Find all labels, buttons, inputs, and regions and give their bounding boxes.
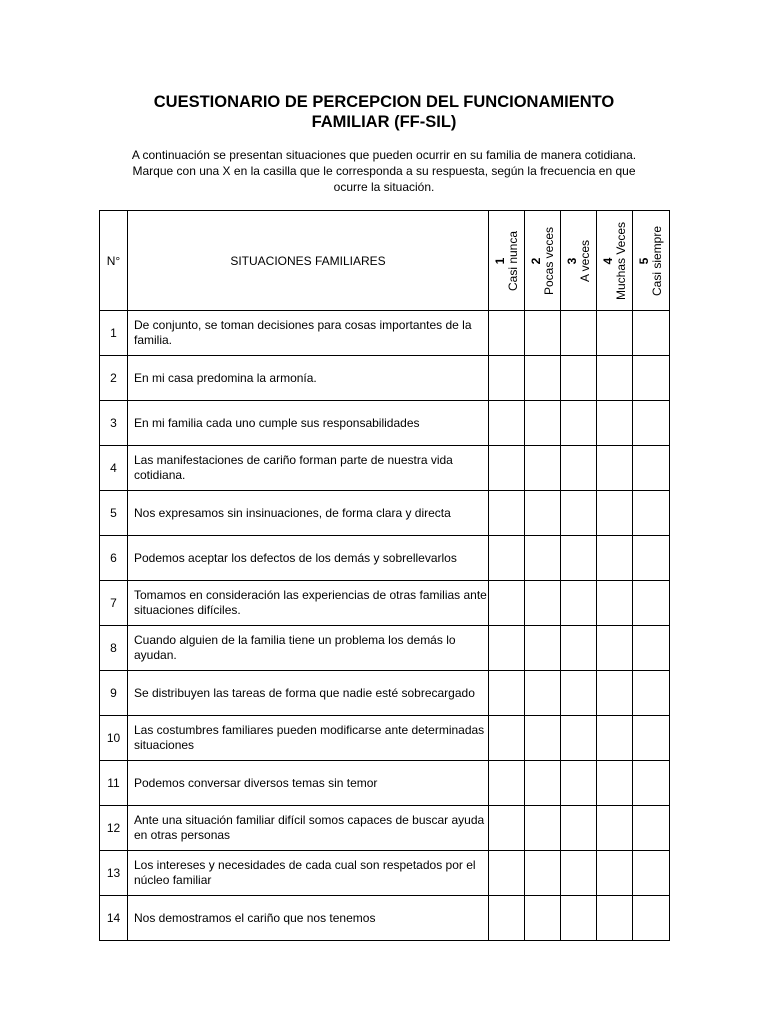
answer-cell-option-3[interactable] (561, 491, 597, 536)
situation-text: Se distribuyen las tareas de forma que nadie esté sobrecargado (128, 671, 489, 716)
answer-cell-option-1[interactable] (489, 716, 525, 761)
instructions-line-1: A continuación se presentan situaciones que pueden ocurrir en su familia de manera cotidiana. (131, 148, 637, 162)
answer-cell-option-3[interactable] (561, 446, 597, 491)
instructions-line-3: ocurre la situación. (333, 180, 435, 194)
answer-cell-option-3[interactable] (561, 626, 597, 671)
answer-cell-option-4[interactable] (597, 446, 633, 491)
row-number: 8 (100, 626, 128, 671)
header-number: N° (100, 211, 128, 311)
answer-cell-option-5[interactable] (633, 626, 670, 671)
option-label: Muchas Veces (613, 221, 628, 300)
situation-text: Nos demostramos el cariño que nos tenemos (128, 896, 489, 941)
document-title (0, 92, 768, 132)
option-number: 5 (637, 257, 651, 264)
table-row (100, 446, 670, 491)
table-row (100, 716, 670, 761)
answer-cell-option-1[interactable] (489, 896, 525, 941)
answer-cell-option-5[interactable] (633, 491, 670, 536)
row-number: 12 (100, 806, 128, 851)
row-number: 7 (100, 581, 128, 626)
answer-cell-option-1[interactable] (489, 626, 525, 671)
row-number: 9 (100, 671, 128, 716)
row-number: 5 (100, 491, 128, 536)
table-row (100, 356, 670, 401)
answer-cell-option-4[interactable] (597, 311, 633, 356)
table-row (100, 851, 670, 896)
answer-cell-option-5[interactable] (633, 896, 670, 941)
answer-cell-option-2[interactable] (525, 671, 561, 716)
situation-text: Tomamos en consideración las experiencias de otras familias ante situaciones difíciles. (128, 581, 489, 626)
answer-cell-option-2[interactable] (525, 536, 561, 581)
answer-cell-option-1[interactable] (489, 311, 525, 356)
questionnaire-table (99, 210, 670, 941)
answer-cell-option-3[interactable] (561, 536, 597, 581)
answer-cell-option-3[interactable] (561, 761, 597, 806)
answer-cell-option-3[interactable] (561, 896, 597, 941)
answer-cell-option-3[interactable] (561, 806, 597, 851)
answer-cell-option-4[interactable] (597, 806, 633, 851)
situation-text: Las costumbres familiares pueden modificarse ante determinadas situaciones (128, 716, 489, 761)
header-option-3 (561, 211, 597, 311)
row-number: 2 (100, 356, 128, 401)
instructions-line-2: Marque con una X en la casilla que le corresponda a su respuesta, según la frecuencia en que (132, 164, 636, 178)
answer-cell-option-3[interactable] (561, 401, 597, 446)
answer-cell-option-4[interactable] (597, 671, 633, 716)
answer-cell-option-2[interactable] (525, 896, 561, 941)
answer-cell-option-5[interactable] (633, 716, 670, 761)
option-label: Pocas veces (541, 226, 556, 295)
table-row (100, 671, 670, 716)
option-number: 2 (528, 257, 543, 264)
answer-cell-option-2[interactable] (525, 851, 561, 896)
answer-cell-option-1[interactable] (489, 491, 525, 536)
table-row (100, 536, 670, 581)
answer-cell-option-4[interactable] (597, 356, 633, 401)
situation-text: Nos expresamos sin insinuaciones, de forma clara y directa (128, 491, 489, 536)
title-line-1: CUESTIONARIO DE PERCEPCION DEL FUNCIONAMIENTO (153, 93, 615, 111)
option-label: A veces (577, 239, 592, 282)
row-number: 6 (100, 536, 128, 581)
situation-text: En mi familia cada uno cumple sus responsabilidades (128, 401, 489, 446)
answer-cell-option-4[interactable] (597, 401, 633, 446)
table-row (100, 491, 670, 536)
instructions (100, 147, 668, 195)
table-row (100, 581, 670, 626)
answer-cell-option-1[interactable] (489, 671, 525, 716)
table-row (100, 311, 670, 356)
answer-cell-option-2[interactable] (525, 401, 561, 446)
row-number: 1 (100, 311, 128, 356)
answer-cell-option-2[interactable] (525, 716, 561, 761)
answer-cell-option-5[interactable] (633, 761, 670, 806)
answer-cell-option-5[interactable] (633, 356, 670, 401)
answer-cell-option-5[interactable] (633, 536, 670, 581)
row-number: 10 (100, 716, 128, 761)
header-option-5 (633, 211, 670, 311)
option-label: Casi nunca (505, 230, 520, 291)
situation-text: Ante una situación familiar difícil somos capaces de buscar ayuda en otras personas (128, 806, 489, 851)
answer-cell-option-1[interactable] (489, 806, 525, 851)
answer-cell-option-5[interactable] (633, 671, 670, 716)
answer-cell-option-1[interactable] (489, 401, 525, 446)
answer-cell-option-4[interactable] (597, 761, 633, 806)
situation-text: Podemos conversar diversos temas sin temor (128, 761, 489, 806)
header-option-1 (489, 211, 525, 311)
answer-cell-option-2[interactable] (525, 806, 561, 851)
answer-cell-option-3[interactable] (561, 356, 597, 401)
situation-text: Los intereses y necesidades de cada cual son respetados por el núcleo familiar (128, 851, 489, 896)
situation-text: Podemos aceptar los defectos de los demás y sobrellevarlos (128, 536, 489, 581)
answer-cell-option-3[interactable] (561, 671, 597, 716)
answer-cell-option-4[interactable] (597, 896, 633, 941)
answer-cell-option-3[interactable] (561, 851, 597, 896)
table-row (100, 896, 670, 941)
answer-cell-option-1[interactable] (489, 446, 525, 491)
row-number: 14 (100, 896, 128, 941)
answer-cell-option-1[interactable] (489, 356, 525, 401)
situation-text: Las manifestaciones de cariño forman parte de nuestra vida cotidiana. (128, 446, 489, 491)
answer-cell-option-5[interactable] (633, 851, 670, 896)
answer-cell-option-3[interactable] (561, 716, 597, 761)
answer-cell-option-4[interactable] (597, 716, 633, 761)
title-line-2: FAMILIAR (FF-SIL) (311, 113, 457, 131)
answer-cell-option-2[interactable] (525, 761, 561, 806)
answer-cell-option-1[interactable] (489, 761, 525, 806)
answer-cell-option-2[interactable] (525, 311, 561, 356)
row-number: 4 (100, 446, 128, 491)
row-number: 11 (100, 761, 128, 806)
answer-cell-option-4[interactable] (597, 536, 633, 581)
answer-cell-option-1[interactable] (489, 851, 525, 896)
answer-cell-option-3[interactable] (561, 311, 597, 356)
answer-cell-option-5[interactable] (633, 806, 670, 851)
row-number: 3 (100, 401, 128, 446)
header-situations: SITUACIONES FAMILIARES (128, 211, 489, 311)
answer-cell-option-2[interactable] (525, 356, 561, 401)
answer-cell-option-1[interactable] (489, 581, 525, 626)
row-number: 13 (100, 851, 128, 896)
answer-cell-option-2[interactable] (525, 446, 561, 491)
table-row (100, 626, 670, 671)
header-option-2 (525, 211, 561, 311)
answer-cell-option-2[interactable] (525, 491, 561, 536)
answer-cell-option-4[interactable] (597, 626, 633, 671)
answer-cell-option-5[interactable] (633, 311, 670, 356)
situation-text: Cuando alguien de la familia tiene un problema los demás lo ayudan. (128, 626, 489, 671)
option-label: Casi siempre (650, 225, 664, 296)
answer-cell-option-5[interactable] (633, 446, 670, 491)
answer-cell-option-2[interactable] (525, 581, 561, 626)
table-row (100, 401, 670, 446)
answer-cell-option-5[interactable] (633, 581, 670, 626)
answer-cell-option-5[interactable] (633, 401, 670, 446)
answer-cell-option-1[interactable] (489, 536, 525, 581)
situation-text: En mi casa predomina la armonía. (128, 356, 489, 401)
option-number: 4 (600, 257, 615, 264)
table-row (100, 761, 670, 806)
table-row (100, 806, 670, 851)
table-header-row (100, 211, 670, 311)
option-number: 3 (564, 257, 579, 264)
header-option-4 (597, 211, 633, 311)
answer-cell-option-2[interactable] (525, 626, 561, 671)
answer-cell-option-4[interactable] (597, 491, 633, 536)
answer-cell-option-4[interactable] (597, 581, 633, 626)
situation-text: De conjunto, se toman decisiones para cosas importantes de la familia. (128, 311, 489, 356)
answer-cell-option-4[interactable] (597, 851, 633, 896)
answer-cell-option-3[interactable] (561, 581, 597, 626)
option-number: 1 (492, 257, 507, 264)
